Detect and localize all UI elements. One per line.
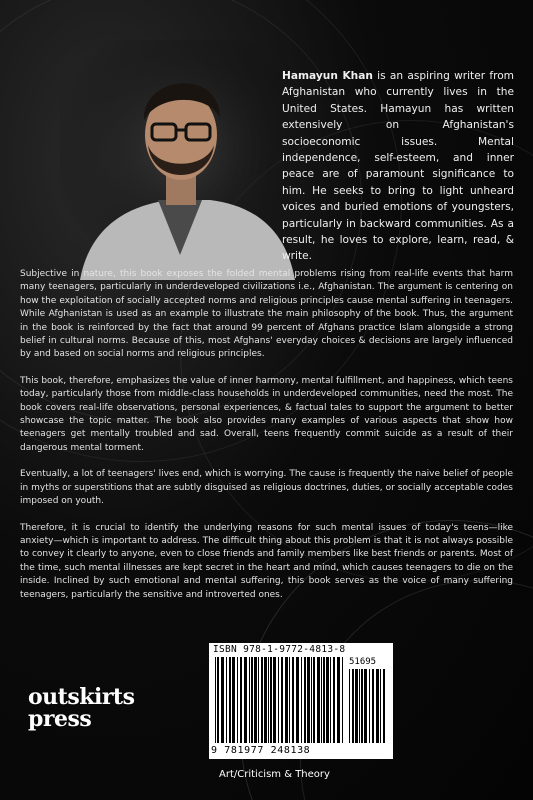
barcode-bar (337, 657, 340, 743)
barcode-bar (296, 657, 299, 743)
barcode-bar (258, 657, 259, 743)
barcode-bar (240, 657, 242, 743)
barcode-bar (349, 669, 350, 743)
barcode-bar (342, 657, 343, 743)
author-bio (282, 68, 514, 265)
barcode-bar (317, 657, 320, 743)
barcode-bar (273, 657, 276, 743)
isbn-barcode (209, 643, 393, 759)
publisher-logo (28, 686, 148, 730)
book-category: Art/Criticism & Theory (219, 769, 330, 780)
barcode-bar (217, 657, 219, 743)
barcode-bar (355, 669, 358, 743)
price-code: 51695 (349, 657, 377, 667)
barcode-bar (237, 657, 238, 743)
isbn-number: ISBN 978-1-9772-4813-8 (213, 644, 346, 655)
description-paragraph: Eventually, a lot of teenagers' lives end, which is worrying. The cause is frequently the naive belief of people in myths or superstitions that are subtly disguised as religious doctrines, duties, or socially acceptable codes imposed on youth. (20, 469, 513, 507)
barcode-bar (215, 657, 216, 743)
barcode-bar (251, 657, 253, 743)
barcode-bar (221, 657, 224, 743)
barcode-bar (352, 669, 354, 743)
barcode-bar (249, 657, 250, 743)
barcode-bar (361, 669, 363, 743)
author-photo (60, 40, 300, 280)
barcode-bar (292, 657, 294, 743)
author-name: Hamayun Khan (282, 70, 373, 82)
barcode-bar (278, 657, 279, 743)
barcode-bar (229, 657, 231, 743)
barcode-bar (304, 657, 306, 743)
barcode-bar (313, 657, 315, 743)
barcode-bar (383, 669, 385, 743)
barcode-bar (285, 657, 288, 743)
barcode-bar (301, 657, 302, 743)
description-paragraph: Therefore, it is crucial to identify the underlying reasons for such mental issues of today's teens—like anxiety—which is important to address. The difficult thing about this problem is that it is not always possible to convey it clearly to anyone, even to close friends and family members like best friends or parents. Most of the time, such mental illnesses are kept secret in the heart and mind, which causes teenagers to die on the inside. Inclined by such emotional and mental suffering, this book serves as the voice of many suffering teenagers, particularly the sensitive and introverted ones. (20, 522, 513, 600)
ean-barcode-bars (215, 657, 345, 743)
book-description (20, 268, 513, 615)
barcode-bar (311, 657, 312, 743)
publisher-logo-line1: outskirts (28, 684, 135, 710)
barcode-bar (268, 657, 269, 743)
barcode-bar (376, 669, 379, 743)
barcode-bar (307, 657, 310, 743)
barcode-bar (289, 657, 290, 743)
barcode-bar (359, 669, 360, 743)
description-paragraph: Subjective in nature, this book exposes the folded mental problems rising from real-life events that harm many teenagers, particularly in underdeveloped civilizations i.e., Afghanistan. The argument is centering on how the exploitation of socially accepted norms and religious principles cause mental suffering in teenagers. While Afghanistan is used as an example to illustrate the main philosophy of the book. Thus, the argument in the book is reinforced by the fact that around 99 percent of Afghans practice Islam alongside a strong belief in cultural norms. Because of this, most Afghans' everyday choices & decisions are largely influenced by and based on social norms and religious principles. (20, 269, 513, 360)
barcode-bar (326, 657, 329, 743)
barcode-bar (261, 657, 263, 743)
description-paragraph: This book, therefore, emphasizes the value of inner harmony, mental fulfillment, and happiness, which teens today, particularly those from middle-class households in underdeveloped communities, need the most. The book covers real-life observations, personal experiences, & factual tales to support the argument to better showcase the topic matter. The book also provides many examples of various aspects that show how teenagers get mentally troubled and sad. Overall, teens frequently commit suicide as a result of their dangerous mental torment. (20, 375, 513, 453)
barcode-bar (333, 657, 335, 743)
price-barcode-bars (349, 669, 389, 743)
barcode-bar (254, 657, 257, 743)
barcode-bar (264, 657, 267, 743)
barcode-bar (321, 657, 322, 743)
barcode-bar (380, 669, 381, 743)
barcode-bar (270, 657, 272, 743)
barcode-bar (369, 669, 370, 743)
barcode-bar (372, 669, 374, 743)
barcode-bar (323, 657, 325, 743)
barcode-bar (244, 657, 247, 743)
ean-number: 9 781977 248138 (211, 745, 311, 756)
author-bio-text: is an aspiring writer from Afghanistan who currently lives in the United States. Hamayun has written extensively on Afghanistan's socioeconomic issues. Mental independence, self-esteem, and inner peace are of paramount significance to him. He seeks to bring to light unheard voices and buried emotions of youngsters, particularly in backward communities. As a result, he loves to explore, learn, read, & write. (282, 70, 514, 263)
barcode-bar (232, 657, 235, 743)
barcode-bar (281, 657, 283, 743)
barcode-bar (330, 657, 331, 743)
barcode-bar (364, 669, 367, 743)
publisher-logo-line2: press (28, 706, 92, 732)
barcode-bar (226, 657, 227, 743)
